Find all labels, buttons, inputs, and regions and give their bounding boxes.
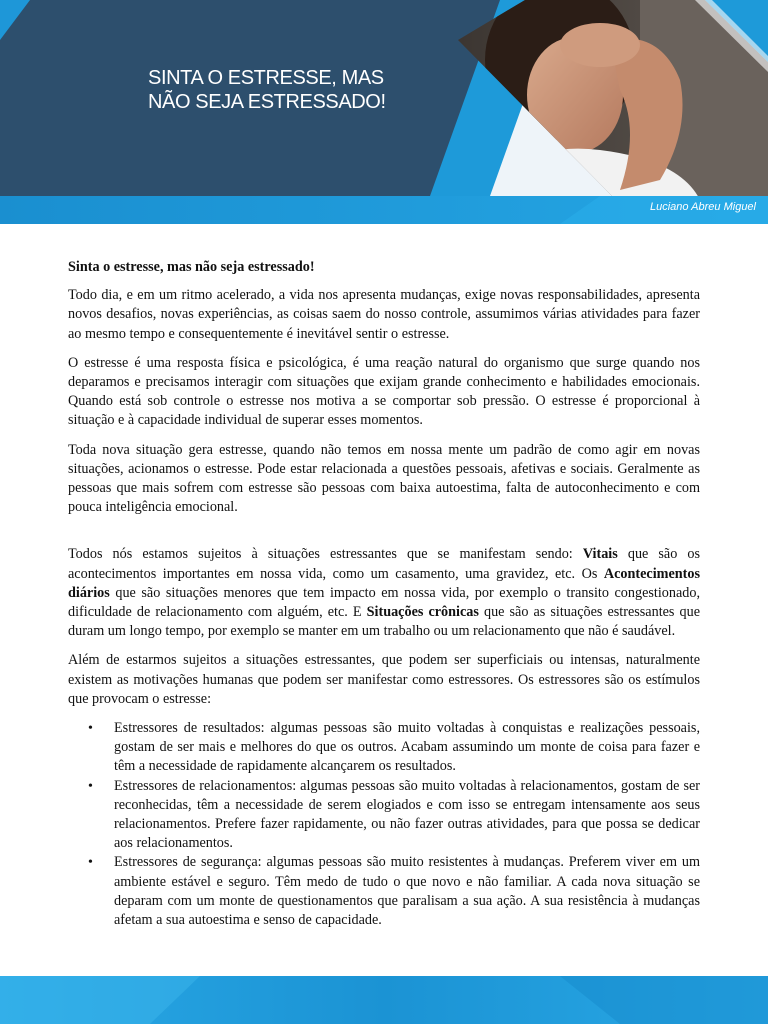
- list-item-text: Estressores de segurança: algumas pessoas são muito resistentes à mudanças. Preferem viver em um ambiente estável e seguro. Têm medo de tudo o que novo e não familiar. A cada nova situação se deparam com um monte de questionamentos que paralisam a sua ação. A sua resistência à mudanças afetam a sua autoestima e senso de capacidade.: [114, 854, 700, 929]
- bullet-icon: •: [88, 778, 93, 794]
- spacer: [68, 527, 700, 545]
- term-situacoes-cronicas: Situações crônicas: [366, 604, 479, 621]
- article-heading: Sinta o estresse, mas não seja estressado!: [68, 259, 315, 275]
- list-item: [88, 719, 700, 777]
- paragraph-4-text-1: Todos nós estamos sujeitos à situações estressantes que se manifestam sendo:: [68, 546, 583, 563]
- list-item-text: Estressores de relacionamentos: algumas pessoas são muito voltadas à relacionamentos, gostam de ser reconhecidas, têm a necessidade de serem elogiados e com isso se entregam intensamente aos seus relacionamentos. Prefere fazer rapidamente, ou não fazer outras atividades, para que possa se dedicar aos relacionamentos.: [114, 777, 700, 852]
- bullet-icon: •: [88, 721, 93, 737]
- footer-band: [0, 976, 768, 1024]
- stressor-list: [68, 719, 700, 930]
- footer-graphic: [0, 976, 768, 1024]
- paragraph-4-text-4: que são as situações estressantes que duram um longo tempo, por exemplo se manter em um trabalho ou um relacionamento que não é saudável.: [68, 604, 701, 640]
- paragraph-4-text-2: que são os acontecimentos importantes em nossa vida, como um casamento, uma gravidez, etc. Os: [68, 546, 701, 582]
- paragraph-4: [68, 545, 700, 641]
- title-line-2: NÃO SEJA ESTRESSADO!: [148, 91, 386, 113]
- paragraph-1: Todo dia, e em um ritmo acelerado, a vida nos apresenta mudanças, exige novas responsabilidades, apresenta novos desafios, novas experiências, as coisas saem do nosso controle, assumimos várias atividades para fazer ao mesmo tempo e consequentemente é inevitável sentir o estresse.: [68, 287, 700, 342]
- term-vitais: Vitais: [582, 546, 618, 563]
- title-line-1: SINTA O ESTRESSE, MAS: [148, 67, 384, 89]
- paragraph-3: Toda nova situação gera estresse, quando não temos em nossa mente um padrão de como agir em novas situações, acionamos o estresse. Pode estar relacionada a questões pessoais, afetivas e sociais. Geralmente as pessoas que mais sofrem com estresse são pessoas com baixa autoestima, falta de autoconhecimento e com pouca inteligência emocional.: [68, 441, 700, 516]
- author-name: Luciano Abreu Miguel: [650, 201, 756, 213]
- list-item: [88, 853, 700, 930]
- term-acontecimentos-diarios: Acontecimentos diários: [68, 565, 700, 601]
- bullet-icon: •: [88, 855, 93, 871]
- list-item: [88, 777, 700, 854]
- list-item-text: Estressores de resultados: algumas pessoas são muito voltadas à conquistas e realizações pessoais, gostam de ser mais e melhores do que os outros. Acabam assumindo um monte de coisa para fazer e têm a necessidade de rapidamente alcançarem os resultados.: [114, 720, 700, 775]
- page-title: [148, 66, 386, 114]
- paragraph-4-text-3: que são situações menores que tem impacto em nossa vida, por exemplo o transito congestionado, dificuldade de relacionamento com alguém, etc. E: [68, 584, 700, 621]
- paragraph-2: O estresse é uma resposta física e psicológica, é uma reação natural do organismo que surge quando nos deparamos e precisamos interagir com situações que exijam grande conhecimento e habilidades emocionais. Quando está sob controle o estresse nos motiva a se comportar sob pressão. O estresse é proporcional à situação e à capacidade individual de superar esses momentos.: [68, 354, 700, 429]
- article-body: [68, 258, 700, 930]
- paragraph-5: Além de estarmos sujeitos a situações estressantes, que podem ser superficiais ou intensas, naturalmente existem as motivações humanas que podem ser manifestar como estressores. Os estressores são os estímulos que provocam o estresse:: [68, 652, 700, 707]
- header-banner: [0, 0, 768, 224]
